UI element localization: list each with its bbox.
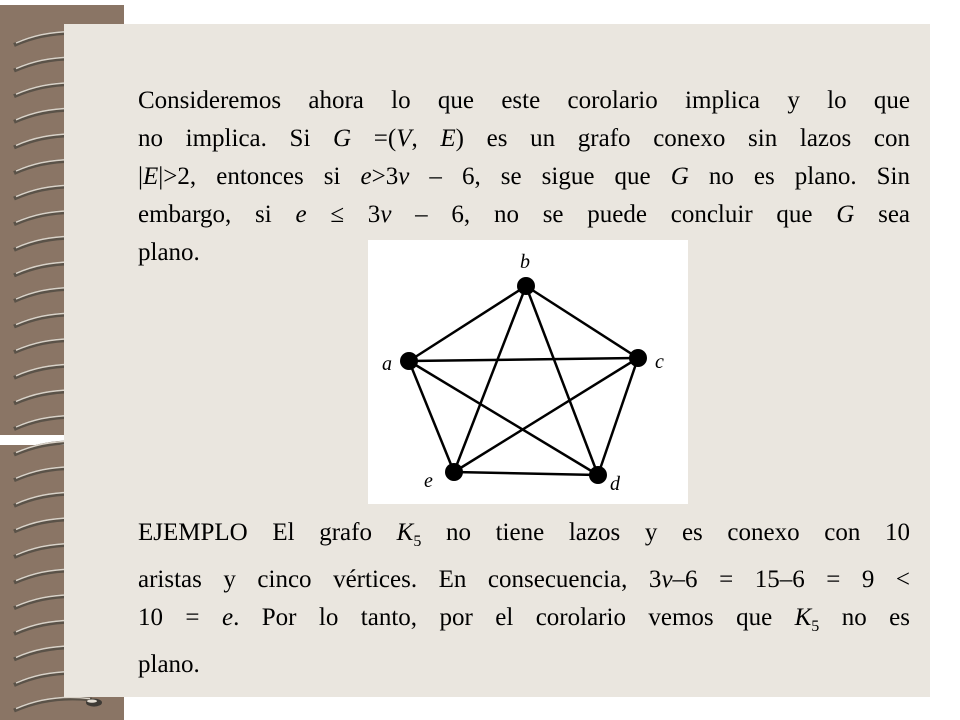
edge-a-d [409,361,598,475]
vertex-a [400,352,418,370]
edge-c-e [454,358,638,472]
vertex-label-b: b [520,251,530,273]
edge-b-c [526,286,638,358]
vertex-e [445,463,463,481]
p2-line-3: 10 = e. Por lo tanto, por el corolario vemos que $K_5$ no es [138,604,910,635]
p2-line-4: plano. [138,651,200,678]
vertex-label-e: e [424,470,433,492]
edge-d-e [454,472,598,475]
p1-line-2: no implica. Si G =(V, E) es un grafo conexo sin lazos con [138,125,910,152]
edge-a-c [409,358,638,361]
k5-graph-figure [368,240,688,504]
graph-edges [409,286,638,475]
spiral-coil [14,697,102,710]
vertex-label-c: c [655,351,664,373]
vertex-d [589,466,607,484]
p2-line-1: EJEMPLO El grafo $K_5$ no tiene lazos y es conexo con 10 [138,519,910,550]
edge-b-e [454,286,526,472]
vertex-c [629,349,647,367]
p1-line-4: embargo, si e ≤ 3v – 6, no se puede concluir que G sea [138,201,911,228]
p1-line-3: |E|>2, entonces si e>3v – 6, se sigue que G no es plano. Sin [138,163,910,190]
p1-line-5: plano. [138,239,200,266]
p2-line-2: aristas y cinco vértices. En consecuencia, 3v–6 = 15–6 = 9 < [138,566,910,593]
edge-c-d [598,358,638,475]
k5-graph [368,240,688,504]
vertex-label-a: a [382,353,392,375]
vertex-label-d: d [610,473,620,495]
p1-line-1: Consideremos ahora lo que este corolario implica y lo que [138,87,910,114]
vertex-b [517,277,535,295]
graph-vertices [400,277,647,484]
edge-e-a [409,361,454,472]
edge-b-d [526,286,598,475]
paragraph-2 [138,514,910,684]
edge-a-b [409,286,526,361]
